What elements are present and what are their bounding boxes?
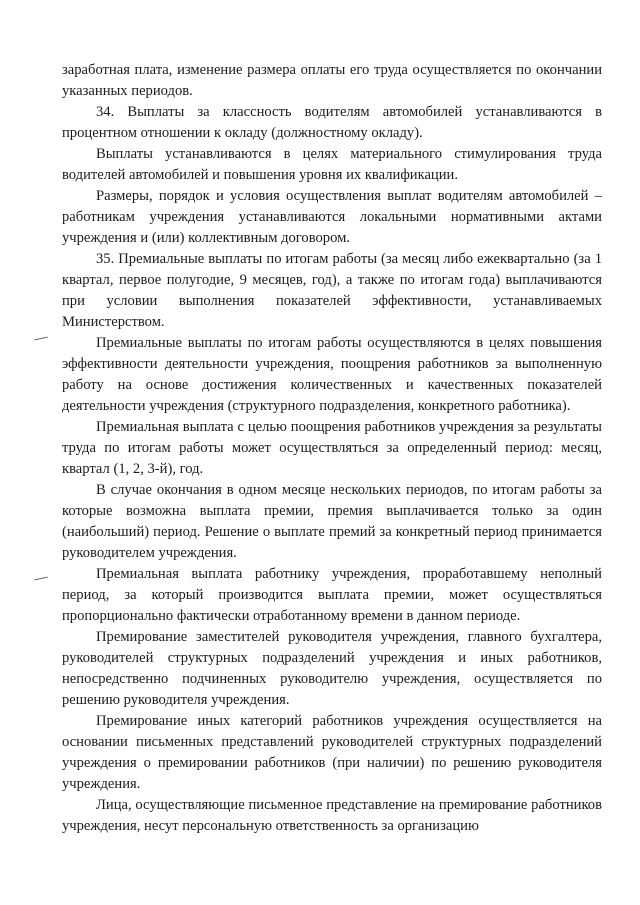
- paragraph: Премирование заместителей руководителя учреждения, главного бухгалтера, руководителей структурных подразделений учреждения и иных работников, непосредственно подчиненных руководителю учреждения, осуществляется по решению руководителя учреждения.: [62, 629, 602, 708]
- paragraph-continuation: заработная плата, изменение размера оплаты его труда осуществляется по окончании указанных периодов.: [62, 62, 602, 99]
- paragraph: Премиальная выплата с целью поощрения работников учреждения за результаты труда по итогам работы может осуществляться за определенный период: месяц, квартал (1, 2, 3-й), год.: [62, 419, 602, 477]
- scan-artifact-mark: [34, 337, 48, 341]
- document-body: [62, 60, 602, 837]
- paragraph-item-35: 35. Премиальные выплаты по итогам работы (за месяц либо ежеквартально (за 1 квартал, первое полугодие, 9 месяцев, год), а также по итогам года) выплачиваются при условии выполнения показателей эффективности, устанавливаемых Министерством.: [62, 251, 602, 330]
- paragraph: Премиальная выплата работнику учреждения, проработавшему неполный период, за который производится выплата премии, может осуществляться пропорционально фактически отработанному времени в данном периоде.: [62, 566, 602, 624]
- paragraph: Премиальные выплаты по итогам работы осуществляются в целях повышения эффективности деятельности учреждения, поощрения работников за выполненную работу на основе достижения количественных и качественных показателей деятельности учреждения (структурного подразделения, конкретного работника).: [62, 335, 602, 414]
- paragraph: Премирование иных категорий работников учреждения осуществляется на основании письменных представлений руководителей структурных подразделений учреждения о премировании работников (при наличии) по решению руководителя учреждения.: [62, 713, 602, 792]
- paragraph-item-34: 34. Выплаты за классность водителям автомобилей устанавливаются в процентном отношении к окладу (должностному окладу).: [62, 104, 602, 141]
- paragraph-truncated: Лица, осуществляющие письменное представление на премирование работников учреждения, несут персональную ответственность за организацию: [62, 797, 602, 834]
- paragraph: Размеры, порядок и условия осуществления выплат водителям автомобилей – работникам учреждения устанавливаются локальными нормативными актами учреждения и (или) коллективным договором.: [62, 188, 602, 246]
- scan-artifact-mark: [34, 577, 48, 581]
- paragraph: В случае окончания в одном месяце нескольких периодов, по итогам работы за которые возможна выплата премии, премия выплачивается только за один (наибольший) период. Решение о выплате премий за конкретный период принимается руководителем учреждения.: [62, 482, 602, 561]
- paragraph: Выплаты устанавливаются в целях материального стимулирования труда водителей автомобилей и повышения уровня их квалификации.: [62, 146, 602, 183]
